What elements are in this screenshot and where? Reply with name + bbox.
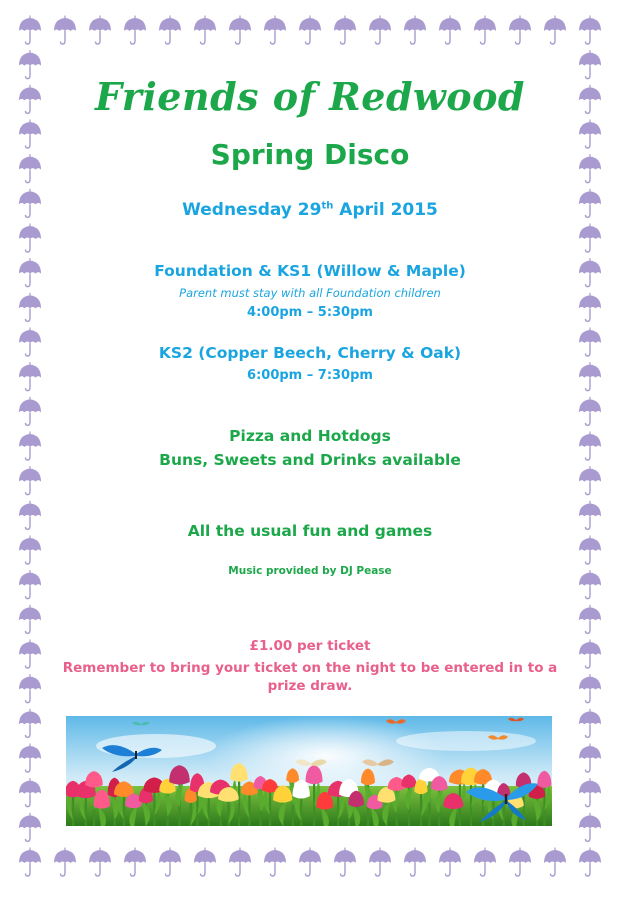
umbrella-icon	[579, 154, 601, 183]
umbrella-icon	[579, 640, 601, 669]
umbrella-icon	[19, 778, 41, 807]
event-date: Wednesday 29th April 2015	[182, 200, 438, 220]
umbrella-icon	[124, 16, 146, 45]
umbrella-icon	[579, 605, 601, 634]
umbrella-icon	[19, 189, 41, 218]
umbrella-icon	[579, 536, 601, 565]
umbrella-icon	[89, 16, 111, 45]
umbrella-icon	[579, 709, 601, 738]
umbrella-icon	[19, 258, 41, 287]
umbrella-icon	[19, 85, 41, 114]
umbrella-icon	[264, 848, 286, 877]
umbrella-icon	[19, 362, 41, 391]
umbrella-icon	[19, 432, 41, 461]
umbrella-icon	[19, 328, 41, 357]
umbrella-icon	[579, 432, 601, 461]
umbrella-icon	[194, 16, 216, 45]
umbrella-icon	[194, 848, 216, 877]
umbrella-icon	[19, 293, 41, 322]
umbrella-icon	[19, 536, 41, 565]
ticket-reminder-1: Remember to bring your ticket on the night to be entered in to a	[62, 660, 558, 676]
umbrella-icon	[229, 848, 251, 877]
umbrella-icon	[54, 16, 76, 45]
umbrella-icon	[19, 848, 41, 877]
ticket-reminder-2: prize draw.	[267, 678, 353, 694]
umbrella-icon	[89, 848, 111, 877]
umbrella-icon	[439, 16, 461, 45]
session-1-heading: Foundation & KS1 (Willow & Maple)	[154, 262, 466, 280]
flowers-butterflies-image	[66, 716, 552, 826]
umbrella-icon	[544, 848, 566, 877]
umbrella-icon	[19, 501, 41, 530]
umbrella-icon	[579, 674, 601, 703]
umbrella-icon	[579, 778, 601, 807]
umbrella-icon	[579, 120, 601, 149]
umbrella-icon	[404, 848, 426, 877]
umbrella-icon	[124, 848, 146, 877]
umbrella-icon	[579, 50, 601, 79]
umbrella-icon	[54, 848, 76, 877]
umbrella-icon	[474, 16, 496, 45]
umbrella-icon	[299, 848, 321, 877]
umbrella-icon	[334, 848, 356, 877]
umbrella-icon	[334, 16, 356, 45]
umbrella-icon	[579, 501, 601, 530]
umbrella-icon	[19, 605, 41, 634]
umbrella-icon	[404, 16, 426, 45]
food-line-1: Pizza and Hotdogs	[229, 427, 391, 445]
umbrella-icon	[579, 293, 601, 322]
umbrella-icon	[579, 813, 601, 842]
umbrella-icon	[579, 328, 601, 357]
umbrella-icon	[19, 397, 41, 426]
umbrella-icon	[19, 16, 41, 45]
umbrella-icon	[579, 397, 601, 426]
umbrella-icon	[369, 16, 391, 45]
umbrella-icon	[579, 224, 601, 253]
food-line-2: Buns, Sweets and Drinks available	[159, 451, 461, 469]
umbrella-icon	[19, 466, 41, 495]
umbrella-icon	[439, 848, 461, 877]
umbrella-icon	[544, 16, 566, 45]
umbrella-icon	[159, 848, 181, 877]
umbrella-icon	[579, 570, 601, 599]
umbrella-icon	[579, 85, 601, 114]
umbrella-icon	[19, 154, 41, 183]
umbrella-icon	[579, 362, 601, 391]
music-credit: Music provided by DJ Pease	[228, 565, 392, 577]
umbrella-icon	[579, 744, 601, 773]
umbrella-icon	[19, 813, 41, 842]
session-1-time: 4:00pm – 5:30pm	[247, 305, 373, 320]
umbrella-icon	[19, 709, 41, 738]
session-2-time: 6:00pm – 7:30pm	[247, 368, 373, 383]
umbrella-icon	[579, 16, 601, 45]
umbrella-icon	[229, 16, 251, 45]
fun-line: All the usual fun and games	[187, 522, 433, 540]
umbrella-icon	[509, 16, 531, 45]
umbrella-icon	[579, 466, 601, 495]
session-2-heading: KS2 (Copper Beech, Cherry & Oak)	[158, 344, 462, 362]
umbrella-icon	[19, 570, 41, 599]
umbrella-icon	[579, 848, 601, 877]
umbrella-icon	[579, 258, 601, 287]
umbrella-icon	[19, 744, 41, 773]
umbrella-icon	[474, 848, 496, 877]
umbrella-icon	[19, 640, 41, 669]
flyer-title: Friends of Redwood	[95, 74, 525, 119]
umbrella-icon	[369, 848, 391, 877]
umbrella-icon	[19, 674, 41, 703]
umbrella-icon	[579, 189, 601, 218]
ticket-price: £1.00 per ticket	[249, 638, 371, 654]
session-1-note: Parent must stay with all Foundation children	[179, 286, 441, 300]
umbrella-icon	[19, 50, 41, 79]
umbrella-icon	[509, 848, 531, 877]
umbrella-icon	[299, 16, 321, 45]
event-name: Spring Disco	[210, 138, 410, 171]
umbrella-icon	[264, 16, 286, 45]
umbrella-icon	[19, 224, 41, 253]
umbrella-icon	[159, 16, 181, 45]
umbrella-icon	[19, 120, 41, 149]
